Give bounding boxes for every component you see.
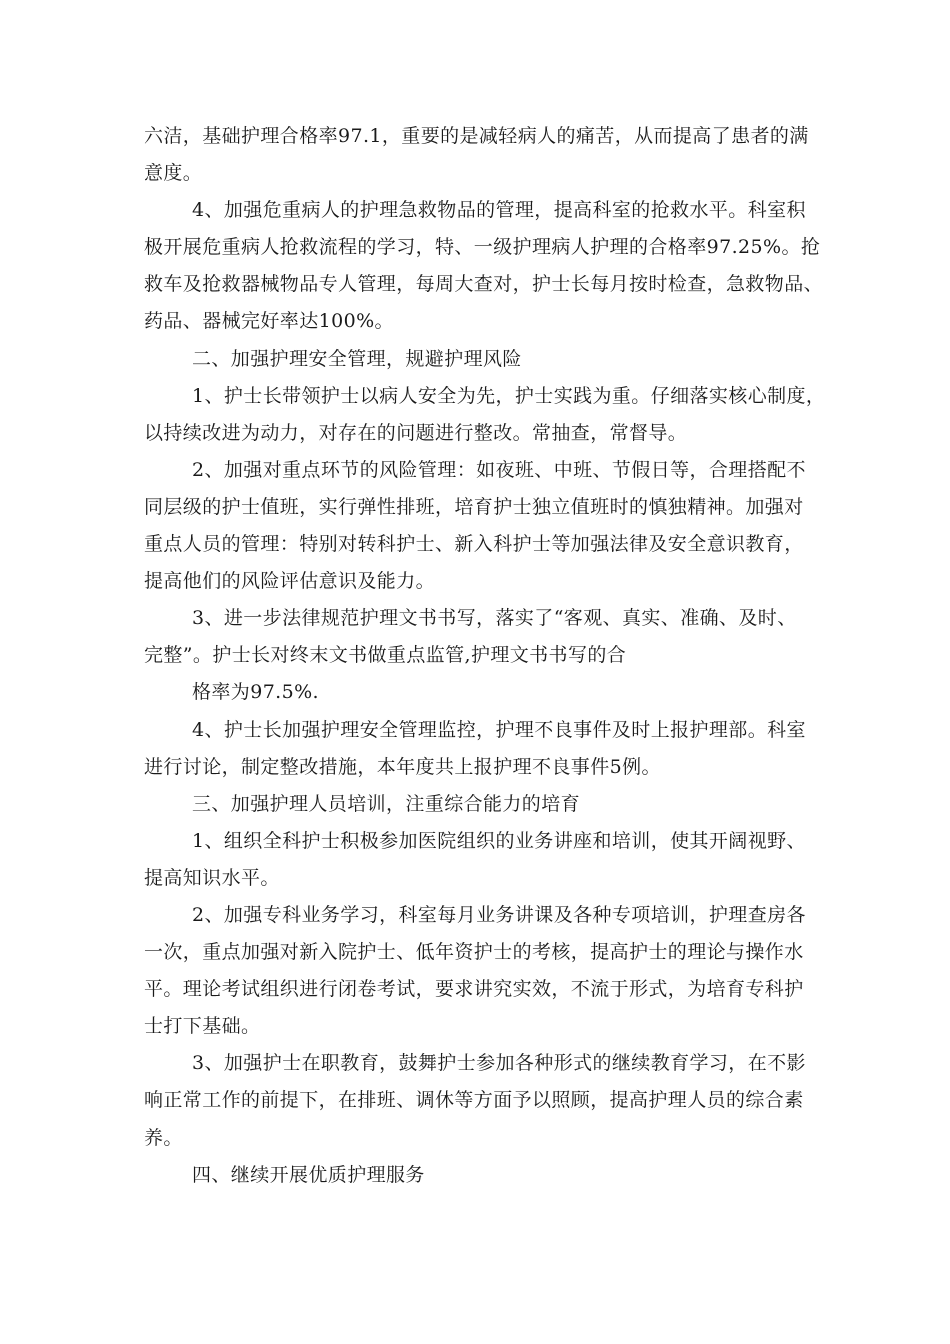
text-line: 以持续改进为动力，对存在的问题进行整改。常抽查，常督导。: [144, 421, 688, 444]
text-line: 3、进一步法律规范护理文书书写，落实了“客观、真实、准确、及时、: [192, 607, 797, 630]
text-line: 进行讨论，制定整改措施，本年度共上报护理不良事件5例。: [144, 755, 661, 778]
text-line: 三、加强护理人员培训，注重综合能力的培育: [192, 792, 581, 815]
text-line: 重点人员的管理：特别对转科护士、新入科护士等加强法律及安全意识教育，: [144, 533, 804, 556]
text-line: 3、加强护士在职教育，鼓舞护士参加各种形式的继续教育学习，在不影: [192, 1052, 806, 1075]
text-line: 士打下基础。: [144, 1015, 261, 1038]
text-line: 4、护士长加强护理安全管理监控，护理不良事件及时上报护理部。科室: [192, 718, 806, 741]
text-line: 救车及抢救器械物品专人管理，每周大查对，护士长每月按时检查，急救物品、: [144, 273, 824, 296]
text-line: 二、加强护理安全管理，规避护理风险: [192, 347, 522, 370]
text-line: 一次，重点加强对新入院护士、低年资护士的考核，提高护士的理论与操作水: [144, 941, 804, 964]
text-line: 1、组织全科护士积极参加医院组织的业务讲座和培训，使其开阔视野、: [192, 829, 806, 852]
text-line: 响正常工作的前提下，在排班、调休等方面予以照顾，提高护理人员的综合素: [144, 1089, 804, 1112]
text-line: 提高知识水平。: [144, 866, 280, 889]
text-line: 养。: [144, 1126, 183, 1149]
text-line: 2、加强专科业务学习，科室每月业务讲课及各种专项培训，护理查房各: [192, 903, 806, 926]
text-line: 格率为97.5%.: [192, 681, 319, 704]
text-line: 4、加强危重病人的护理急救物品的管理，提高科室的抢救水平。科室积: [192, 199, 806, 222]
text-line: 同层级的护士值班，实行弹性排班，培育护士独立值班时的慎独精神。加强对: [144, 495, 804, 518]
text-line: 平。理论考试组织进行闭卷考试，要求讲究实效，不流于形式，为培育专科护: [144, 978, 804, 1001]
text-line: 2、加强对重点环节的风险管理：如夜班、中班、节假日等，合理搭配不: [192, 458, 806, 481]
text-line: 药品、器械完好率达100%。: [144, 310, 394, 333]
text-line: 1、护士长带领护士以病人安全为先，护士实践为重。仔细落实核心制度，: [192, 384, 826, 407]
text-line: 完整”。护士长对终末文书做重点监管,护理文书书写的合: [144, 644, 627, 667]
text-line: 四、继续开展优质护理服务: [192, 1163, 425, 1186]
document-body: [144, 118, 826, 1194]
text-line: 提高他们的风险评估意识及能力。: [144, 570, 436, 593]
text-line: 极开展危重病人抢救流程的学习，特、一级护理病人护理的合格率97.25%。抢: [144, 236, 821, 259]
text-line: 六洁，基础护理合格率97.1，重要的是减轻病人的痛苦，从而提高了患者的满: [144, 125, 809, 147]
text-line: 意度。: [144, 162, 203, 185]
